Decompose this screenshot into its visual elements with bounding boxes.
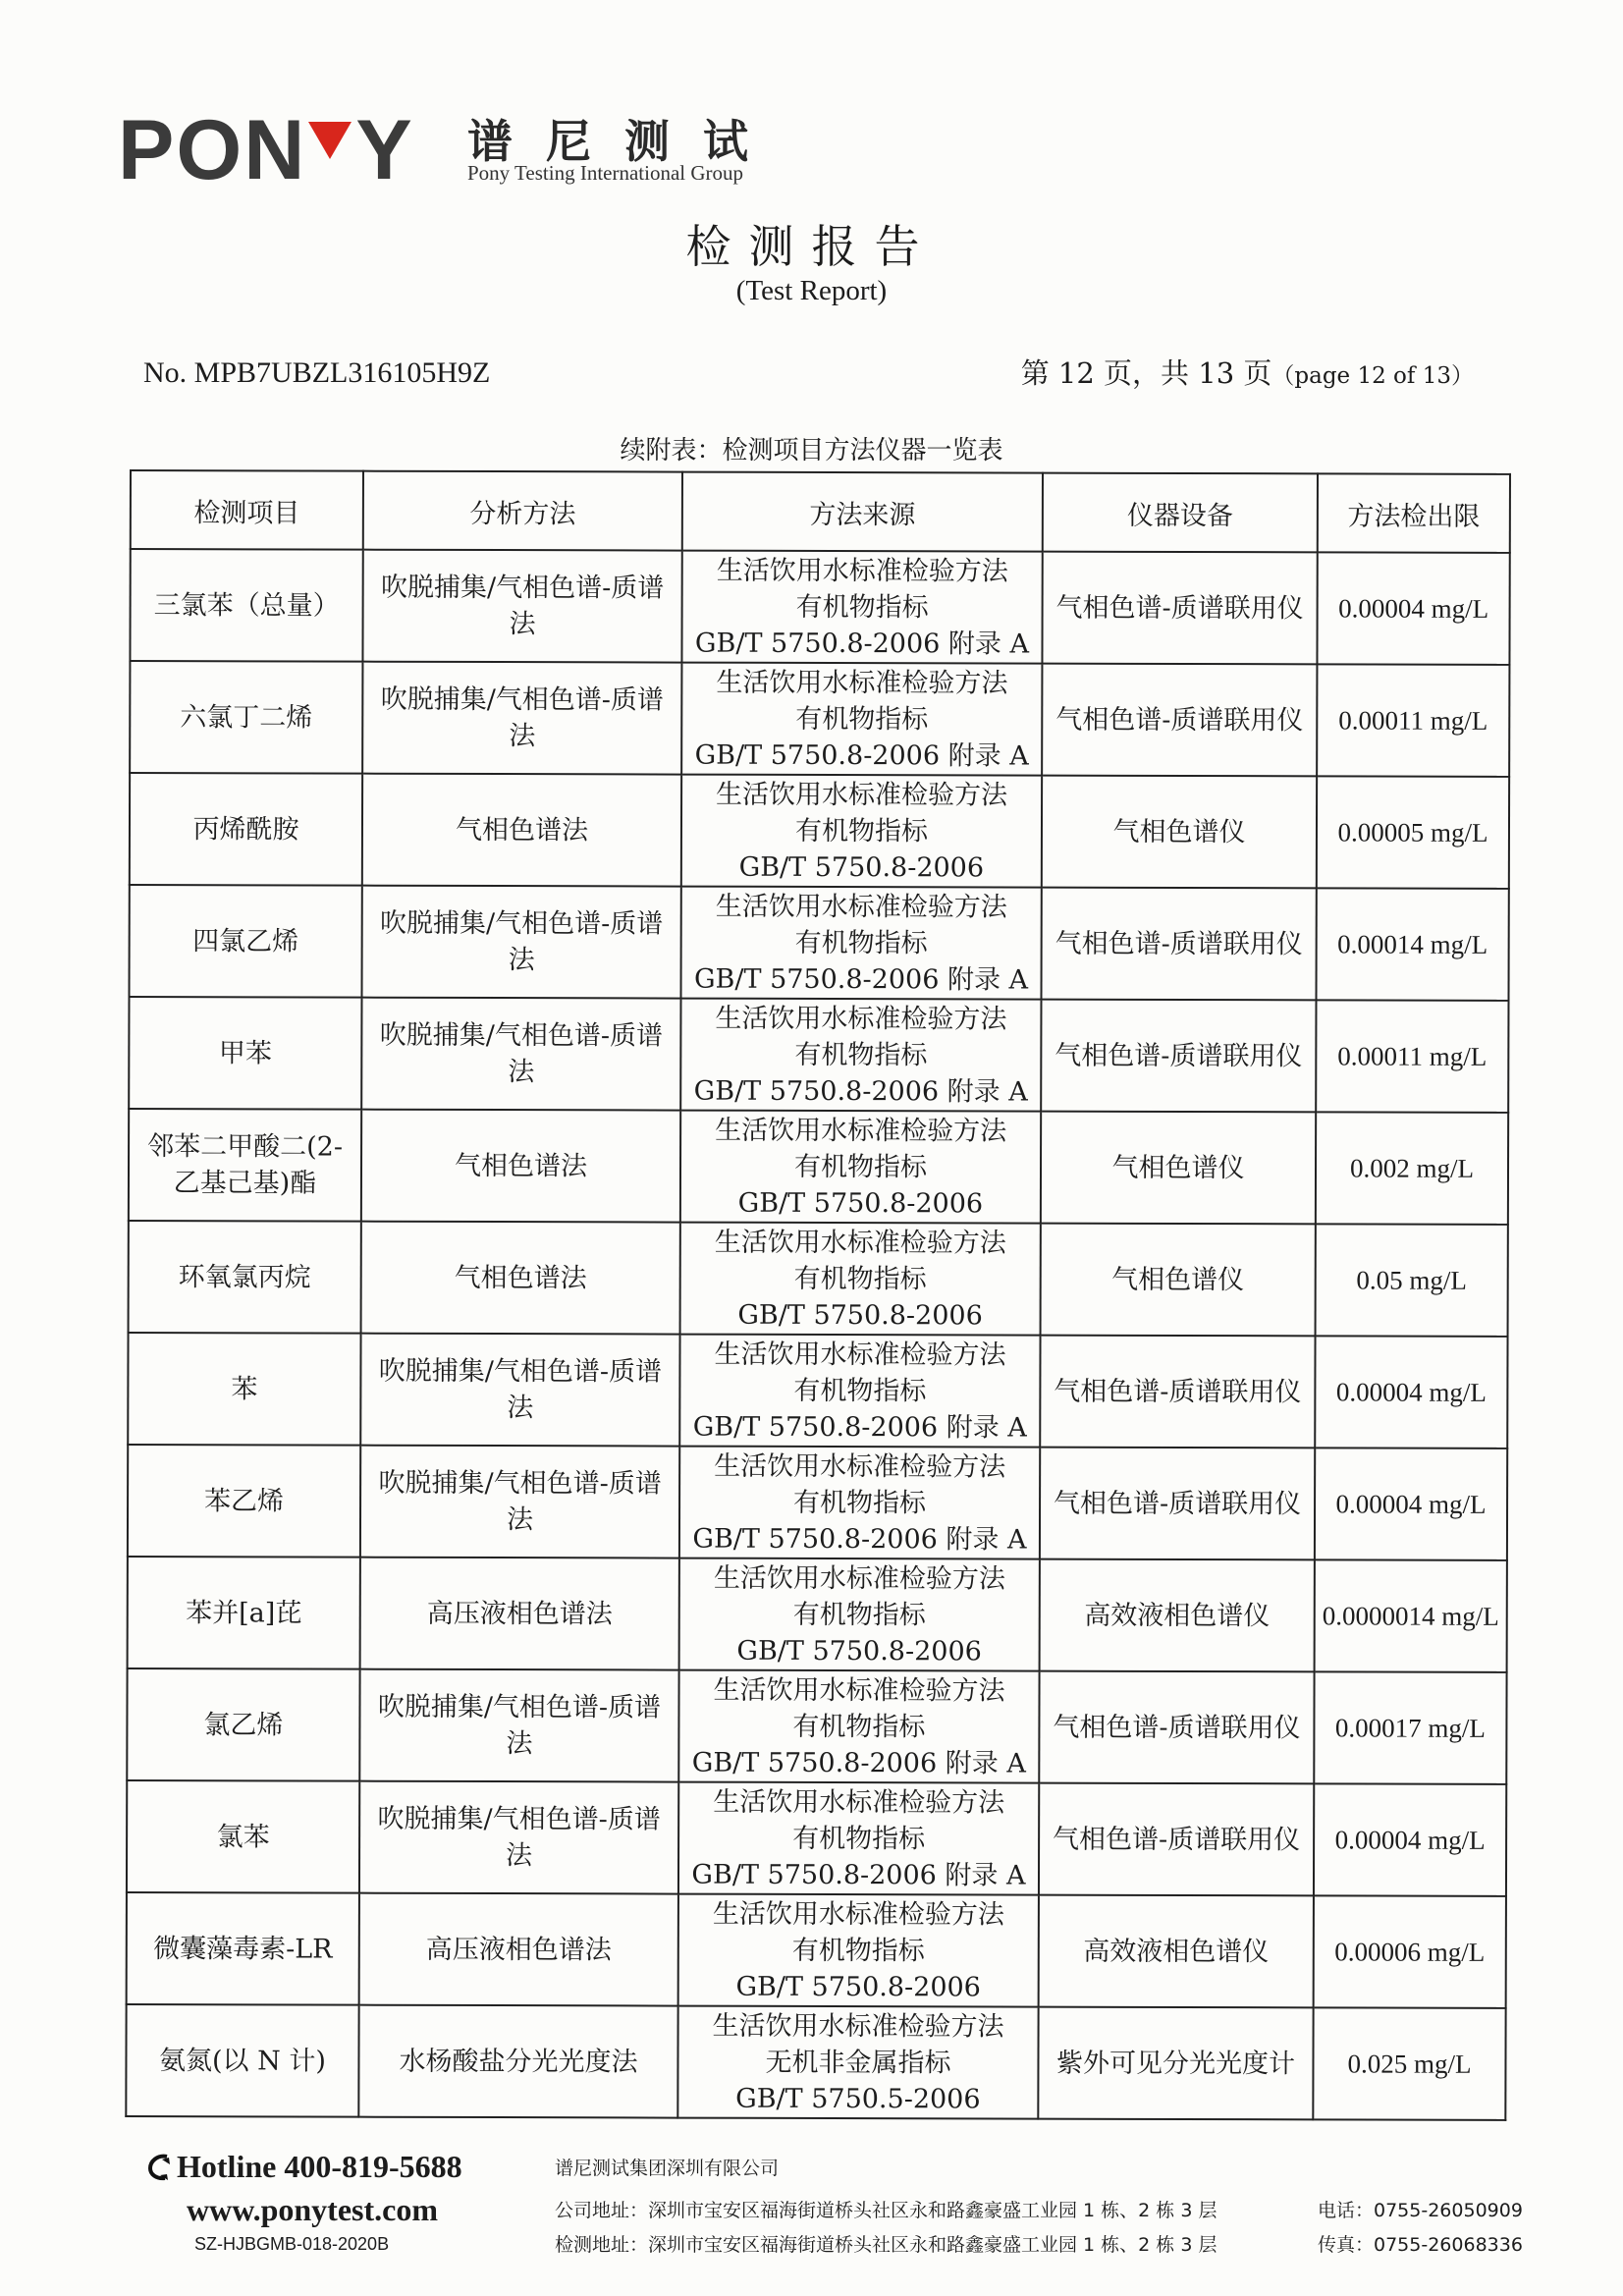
method-source-line: GB/T 5750.8-2006 附录 A	[693, 963, 1029, 996]
method-source-line: 有机物指标	[795, 703, 929, 735]
cell-test-item: 微囊藻毒素-LR	[127, 1892, 359, 2005]
cell-method-source	[679, 1447, 1040, 1559]
cell-method-source	[681, 775, 1042, 888]
table-row	[130, 885, 1509, 1001]
cell-instrument: 气相色谱-质谱联用仪	[1041, 1000, 1316, 1113]
method-source-line: 生活饮用水标准检验方法	[716, 667, 1008, 698]
cell-detection-limit: 0.00011 mg/L	[1316, 1000, 1508, 1113]
cell-detection-limit: 0.00005 mg/L	[1317, 776, 1509, 889]
cell-test-item: 甲苯	[129, 997, 361, 1110]
cell-detection-limit: 0.00004 mg/L	[1317, 552, 1509, 665]
cell-detection-limit: 0.00014 mg/L	[1316, 888, 1508, 1001]
telephone: 电话：0755-26050909	[1318, 2200, 1523, 2221]
cell-test-item: 三氯苯（总量）	[130, 549, 362, 662]
logo-word-left: PON	[118, 103, 307, 197]
cell-method-source	[680, 1111, 1041, 1224]
cell-detection-limit: 0.00017 mg/L	[1314, 1671, 1506, 1784]
cell-instrument: 气相色谱仪	[1041, 1112, 1316, 1225]
method-source-line: GB/T 5750.8-2006 附录 A	[693, 1075, 1028, 1108]
method-source-line: GB/T 5750.8-2006	[737, 1187, 984, 1219]
logo-english-name: Pony Testing International Group	[467, 161, 744, 185]
method-source-line: 生活饮用水标准检验方法	[714, 1339, 1006, 1370]
cell-method-source	[681, 551, 1042, 664]
website: www.ponytest.com	[187, 2192, 438, 2227]
cell-method-source	[680, 887, 1041, 1000]
company-address: 公司地址：深圳市宝安区福海街道桥头社区永和路鑫豪盛工业园 1 栋、2 栋 3 层	[555, 2200, 1217, 2221]
method-source-line: 生活饮用水标准检验方法	[715, 1115, 1007, 1146]
cell-analysis-method: 吹脱捕集/气相色谱-质谱法	[361, 998, 680, 1111]
pony-logo	[118, 103, 414, 197]
cell-detection-limit: 0.025 mg/L	[1313, 2007, 1505, 2120]
table-caption: 续附表：检测项目方法仪器一览表	[620, 436, 1003, 465]
report-subtitle: (Test Report)	[735, 275, 888, 306]
cell-method-source	[679, 1335, 1040, 1448]
cell-instrument: 气相色谱-质谱联用仪	[1040, 1336, 1315, 1449]
table-row	[129, 997, 1508, 1113]
table-body	[126, 549, 1509, 2120]
cell-instrument: 气相色谱-质谱联用仪	[1039, 1671, 1314, 1784]
cell-test-item: 环氧氯丙烷	[129, 1221, 361, 1334]
method-source-line: 生活饮用水标准检验方法	[713, 1562, 1005, 1594]
cell-test-item: 苯乙烯	[128, 1445, 360, 1558]
cell-test-item: 氨氮(以 N 计)	[126, 2004, 358, 2117]
cell-test-item: 四氯乙烯	[130, 885, 362, 998]
cell-analysis-method: 吹脱捕集/气相色谱-质谱法	[360, 1334, 679, 1447]
cell-method-source	[680, 999, 1041, 1112]
table-row	[127, 1668, 1506, 1784]
method-source-line: 有机物指标	[794, 1039, 928, 1070]
table-row	[128, 1445, 1507, 1560]
cell-method-source	[678, 1894, 1039, 2007]
cell-analysis-method: 气相色谱法	[361, 1222, 680, 1335]
method-source-line: 有机物指标	[793, 1375, 927, 1406]
cell-detection-limit: 0.002 mg/L	[1316, 1112, 1508, 1225]
method-source-line: GB/T 5750.8-2006	[737, 1299, 983, 1331]
table-row	[129, 1109, 1508, 1225]
header-instrument: 仪器设备	[1043, 473, 1318, 553]
method-source-line: 有机物指标	[793, 1487, 927, 1518]
method-source-line: GB/T 5750.8-2006	[738, 851, 985, 883]
hotline	[147, 2149, 462, 2185]
cell-method-source	[678, 1670, 1039, 1783]
method-source-line: 生活饮用水标准检验方法	[713, 1786, 1005, 1818]
report-number: No. MPB7UBZL316105H9Z	[143, 356, 491, 389]
header-test-item: 检测项目	[131, 470, 363, 550]
method-source-line: 有机物指标	[795, 591, 929, 623]
cell-instrument: 气相色谱仪	[1042, 776, 1317, 889]
cell-analysis-method: 高压液相色谱法	[360, 1558, 679, 1670]
method-source-line: 有机物指标	[791, 1935, 925, 1966]
logo-triangle-icon	[308, 122, 352, 159]
cell-instrument: 气相色谱-质谱联用仪	[1039, 1783, 1314, 1896]
method-source-line: 有机物指标	[792, 1599, 926, 1630]
method-source-line: GB/T 5750.8-2006	[735, 1971, 981, 2002]
page-indicator-cn: 第 12 页，共 13 页	[1020, 356, 1272, 390]
header-analysis-method: 分析方法	[363, 471, 682, 551]
cell-detection-limit: 0.00006 mg/L	[1314, 1895, 1506, 2008]
method-source-line: GB/T 5750.8-2006 附录 A	[691, 1747, 1026, 1779]
method-source-line: 生活饮用水标准检验方法	[713, 1674, 1005, 1706]
hotline-text: Hotline 400-819-5688	[177, 2149, 462, 2184]
cell-instrument: 气相色谱-质谱联用仪	[1040, 1448, 1315, 1560]
table-row	[130, 661, 1509, 777]
table-row	[128, 1557, 1507, 1672]
method-source-line: 无机非金属指标	[765, 2047, 951, 2078]
company-name: 谱尼测试集团深圳有限公司	[555, 2158, 780, 2179]
logo-chinese-name: 谱尼测试	[467, 115, 782, 168]
page-indicator-en: （page 12 of 13）	[1271, 363, 1474, 389]
cell-instrument: 高效液相色谱仪	[1040, 1559, 1315, 1672]
cell-method-source	[680, 1223, 1041, 1336]
cell-instrument: 气相色谱-质谱联用仪	[1042, 552, 1317, 665]
cell-instrument: 气相色谱-质谱联用仪	[1041, 888, 1316, 1001]
table-row	[126, 2004, 1505, 2120]
method-source-line: 有机物指标	[792, 1711, 926, 1742]
test-address: 检测地址：深圳市宝安区福海街道桥头社区永和路鑫豪盛工业园 1 栋、2 栋 3 层	[555, 2234, 1217, 2256]
table-row	[130, 549, 1509, 665]
method-source-line: 生活饮用水标准检验方法	[712, 2010, 1004, 2042]
header-detection-limit: 方法检出限	[1318, 473, 1510, 553]
cell-instrument: 高效液相色谱仪	[1039, 1895, 1314, 2008]
table-row	[130, 773, 1509, 889]
cell-detection-limit: 0.00004 mg/L	[1315, 1336, 1507, 1449]
cell-test-item: 邻苯二甲酸二(2-乙基己基)酯	[129, 1109, 361, 1222]
phone-icon	[147, 2154, 173, 2181]
cell-analysis-method: 吹脱捕集/气相色谱-质谱法	[360, 1446, 679, 1558]
method-source-line: 生活饮用水标准检验方法	[716, 555, 1008, 586]
cell-detection-limit: 0.0000014 mg/L	[1315, 1559, 1507, 1672]
cell-test-item: 氯苯	[127, 1780, 359, 1893]
methods-table	[125, 469, 1511, 2121]
cell-test-item: 苯并[a]芘	[128, 1557, 360, 1669]
method-source-line: GB/T 5750.8-2006 附录 A	[694, 628, 1030, 660]
cell-method-source	[679, 1558, 1040, 1671]
method-source-line: GB/T 5750.8-2006	[736, 1635, 982, 1667]
cell-test-item: 丙烯酰胺	[130, 773, 362, 886]
cell-analysis-method: 吹脱捕集/气相色谱-质谱法	[362, 550, 681, 663]
cell-analysis-method: 气相色谱法	[362, 774, 681, 887]
cell-instrument: 气相色谱-质谱联用仪	[1042, 664, 1317, 777]
method-source-line: 有机物指标	[794, 927, 928, 958]
method-source-line: 有机物指标	[794, 815, 929, 847]
cell-detection-limit: 0.00004 mg/L	[1315, 1448, 1507, 1560]
method-source-line: GB/T 5750.8-2006 附录 A	[694, 739, 1029, 772]
form-code: SZ-HJBGMB-018-2020B	[194, 2234, 390, 2254]
method-source-line: 生活饮用水标准检验方法	[712, 1898, 1004, 1930]
method-source-line: GB/T 5750.8-2006 附录 A	[692, 1523, 1027, 1556]
method-source-line: 生活饮用水标准检验方法	[714, 1450, 1006, 1482]
method-source-line: 生活饮用水标准检验方法	[714, 1227, 1006, 1258]
method-source-line: 有机物指标	[793, 1263, 927, 1294]
cell-method-source	[678, 1782, 1039, 1895]
fax: 传真：0755-26068336	[1318, 2234, 1523, 2256]
cell-analysis-method: 吹脱捕集/气相色谱-质谱法	[362, 662, 681, 775]
cell-analysis-method: 水杨酸盐分光光度法	[358, 2005, 677, 2118]
logo-word-right: Y	[355, 103, 414, 197]
table-header-row	[131, 470, 1510, 553]
method-source-line: 有机物指标	[792, 1823, 926, 1854]
cell-detection-limit: 0.05 mg/L	[1316, 1224, 1508, 1337]
table-row	[128, 1333, 1507, 1449]
cell-test-item: 六氯丁二烯	[130, 661, 362, 774]
cell-detection-limit: 0.00011 mg/L	[1317, 664, 1509, 777]
cell-detection-limit: 0.00004 mg/L	[1314, 1783, 1506, 1896]
method-source-line: 生活饮用水标准检验方法	[716, 779, 1008, 810]
report-title: 检测报告	[685, 220, 938, 273]
cell-analysis-method: 吹脱捕集/气相色谱-质谱法	[361, 886, 680, 999]
method-source-line: 生活饮用水标准检验方法	[715, 1003, 1007, 1034]
cell-test-item: 苯	[128, 1333, 360, 1446]
cell-analysis-method: 吹脱捕集/气相色谱-质谱法	[359, 1781, 678, 1894]
cell-method-source	[681, 663, 1042, 776]
table-row	[129, 1221, 1508, 1337]
cell-analysis-method: 吹脱捕集/气相色谱-质谱法	[359, 1669, 678, 1782]
cell-test-item: 氯乙烯	[127, 1668, 359, 1781]
method-source-line: GB/T 5750.8-2006 附录 A	[692, 1411, 1027, 1444]
page-indicator	[1021, 352, 1474, 392]
cell-instrument: 紫外可见分光光度计	[1038, 2007, 1313, 2120]
cell-analysis-method: 高压液相色谱法	[359, 1893, 678, 2006]
method-source-line: 有机物指标	[793, 1151, 928, 1182]
cell-analysis-method: 气相色谱法	[361, 1110, 680, 1223]
method-source-line: GB/T 5750.5-2006	[735, 2083, 981, 2114]
cell-method-source	[677, 2006, 1038, 2119]
header-method-source: 方法来源	[682, 472, 1043, 552]
method-source-line: 生活饮用水标准检验方法	[715, 891, 1007, 922]
table-row	[127, 1780, 1506, 1896]
method-source-line: GB/T 5750.8-2006 附录 A	[691, 1859, 1026, 1891]
cell-instrument: 气相色谱仪	[1041, 1224, 1316, 1337]
table-row	[127, 1892, 1506, 2008]
